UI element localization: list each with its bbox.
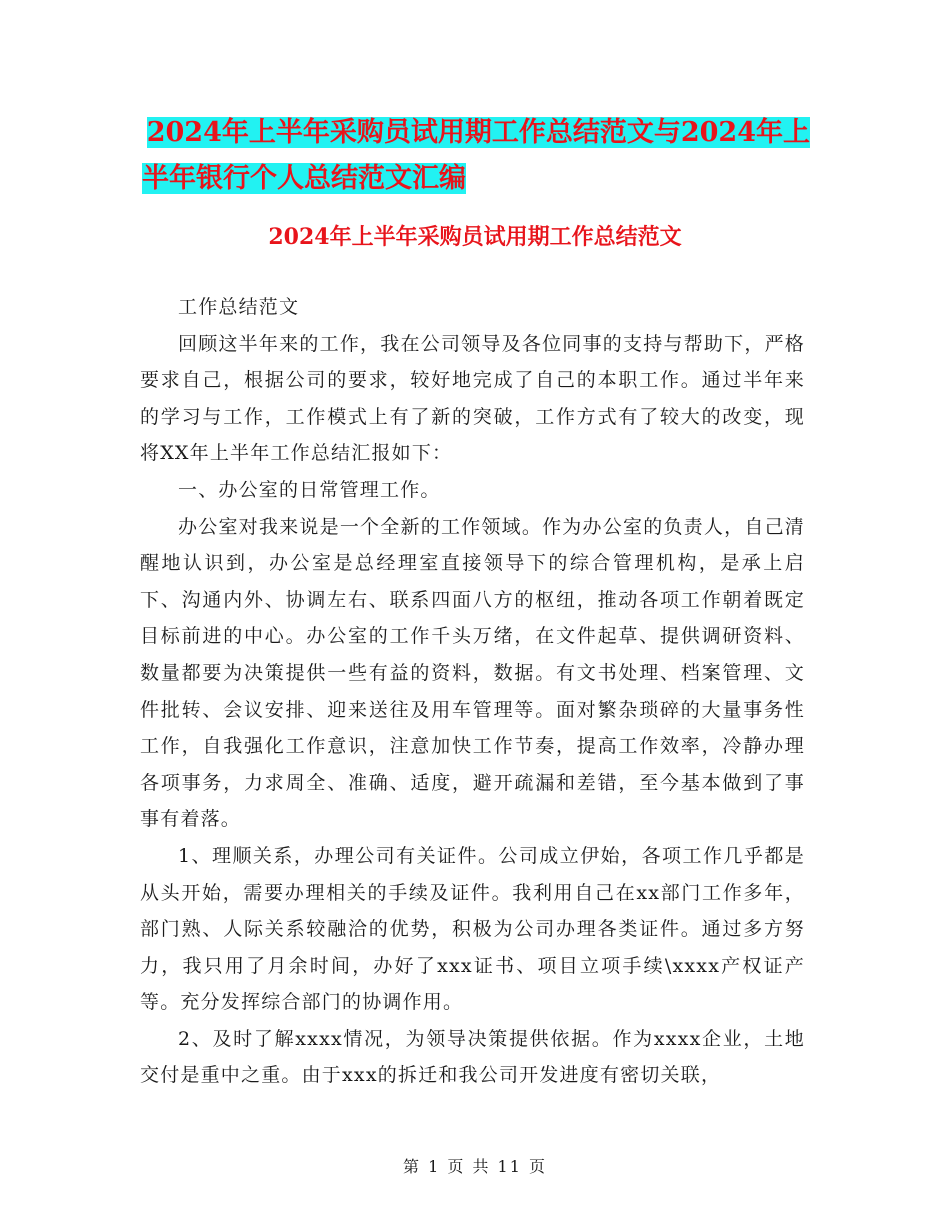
document-title: [140, 110, 810, 202]
paragraph: 办公室对我来说是一个全新的工作领域。作为办公室的负责人，自己清醒地认识到，办公室是总经理室直接领导下的综合管理机构，是承上启下、沟通内外、协调左右、联系四面八方的枢纽，推动各项工作朝着既定目标前进的中心。办公室的工作千头万绪，在文件起草、提供调研资料、数量都要为决策提供一些有益的资料，数据。有文书处理、档案管理、文件批转、会议安排、迎来送往及用车管理等。面对繁杂琐碎的大量事务性工作，自我强化工作意识，注意加快工作节奏，提高工作效率，冷静办理各项事务，力求周全、准确、适度，避开疏漏和差错，至今基本做到了事事有着落。: [140, 515, 805, 831]
document-title-line-2: 半年银行个人总结范文汇编: [142, 163, 466, 194]
paragraph: 回顾这半年来的工作，我在公司领导及各位同事的支持与帮助下，严格要求自己，根据公司的要求，较好地完成了自己的本职工作。通过半年来的学习与工作，工作模式上有了新的突破，工作方式有了较大的改变，现将XX年上半年工作总结汇报如下：: [140, 332, 805, 465]
page-footer: 第 1 页 共 11 页: [403, 1157, 547, 1176]
paragraph: 1、理顺关系，办理公司有关证件。公司成立伊始，各项工作几乎都是从头开始，需要办理相关的手续及证件。我利用自己在xx部门工作多年，部门熟、人际关系较融洽的优势，积极为公司办理各类证件。通过多方努力，我只用了月余时间，办好了xxx证书、项目立项手续\xxxx产权证产等。充分发挥综合部门的协调作用。: [140, 844, 805, 1014]
paragraph: 工作总结范文: [178, 296, 300, 318]
document-body: [140, 289, 805, 1094]
section-title: 2024年上半年采购员试用期工作总结范文: [268, 224, 682, 250]
paragraph: 2、及时了解xxxx情况，为领导决策提供依据。作为xxxx企业，土地交付是重中之重。由于xxx的拆迁和我公司开发进度有密切关联，: [140, 1027, 805, 1087]
document-title-line-1: 2024年上半年采购员试用期工作总结范文与2024年上: [146, 117, 810, 148]
paragraph: 一、办公室的日常管理工作。: [178, 478, 441, 501]
